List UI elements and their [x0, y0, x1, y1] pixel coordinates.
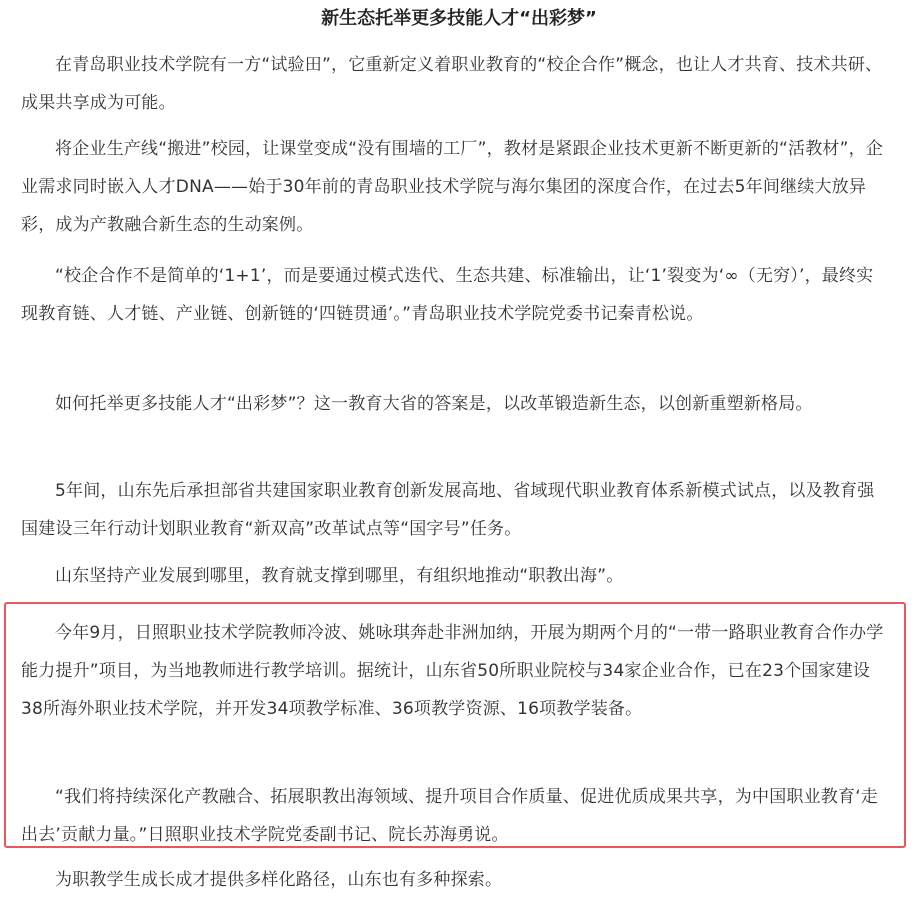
article-paragraph-9: 为职教学生成长成才提供多样化路径，山东也有多种探索。	[55, 870, 503, 890]
article-paragraph-3: “校企合作不是简单的‘1+1’，而是要通过模式迭代、生态共建、标准输出，让‘1’裂变为‘∞（无穷）’，最终实现教育链、人才链、产业链、创新链的‘四链贯通’。”青岛职业技术学院党委书记秦青松说。	[21, 266, 874, 324]
article-paragraph-2: 将企业生产线“搬进”校园，让课堂变成“没有围墙的工厂”，教材是紧跟企业技术更新不断更新的“活教材”，企业需求同时嵌入人才DNA——始于30年前的青岛职业技术学院与海尔集团的深度合作，在过去5年间继续大放异彩，成为产教融合新生态的生动案例。	[21, 139, 884, 235]
article-title: 新生态托举更多技能人才“出彩梦”	[321, 8, 597, 29]
article-paragraph-1: 在青岛职业技术学院有一方“试验田”，它重新定义着职业教育的“校企合作”概念，也让人才共育、技术共研、成果共享成为可能。	[21, 55, 883, 113]
article-paragraph-6: 山东坚持产业发展到哪里，教育就支撑到哪里，有组织地推动“职教出海”。	[55, 566, 624, 586]
article-paragraph-8: “我们将持续深化产教融合、拓展职教出海领域、提升项目合作质量、促进优质成果共享，为中国职业教育‘走出去’贡献力量。”日照职业技术学院党委副书记、院长苏海勇说。	[21, 787, 879, 845]
article-paragraph-4: 如何托举更多技能人才“出彩梦”？这一教育大省的答案是，以改革锻造新生态，以创新重塑新格局。	[55, 394, 813, 414]
article-paragraph-5: 5年间，山东先后承担部省共建国家职业教育创新发展高地、省域现代职业教育体系新模式试点，以及教育强国建设三年行动计划职业教育“新双高”改革试点等“国字号”任务。	[21, 481, 875, 539]
article-paragraph-7: 今年9月，日照职业技术学院教师冷波、姚咏琪奔赴非洲加纳，开展为期两个月的“一带一路职业教育合作办学能力提升”项目，为当地教师进行教学培训。据统计，山东省50所职业院校与34家企业合作，已在23个国家建设38所海外职业技术学院，并开发34项教学标准、36项教学资源、16项教学装备。	[21, 623, 884, 719]
